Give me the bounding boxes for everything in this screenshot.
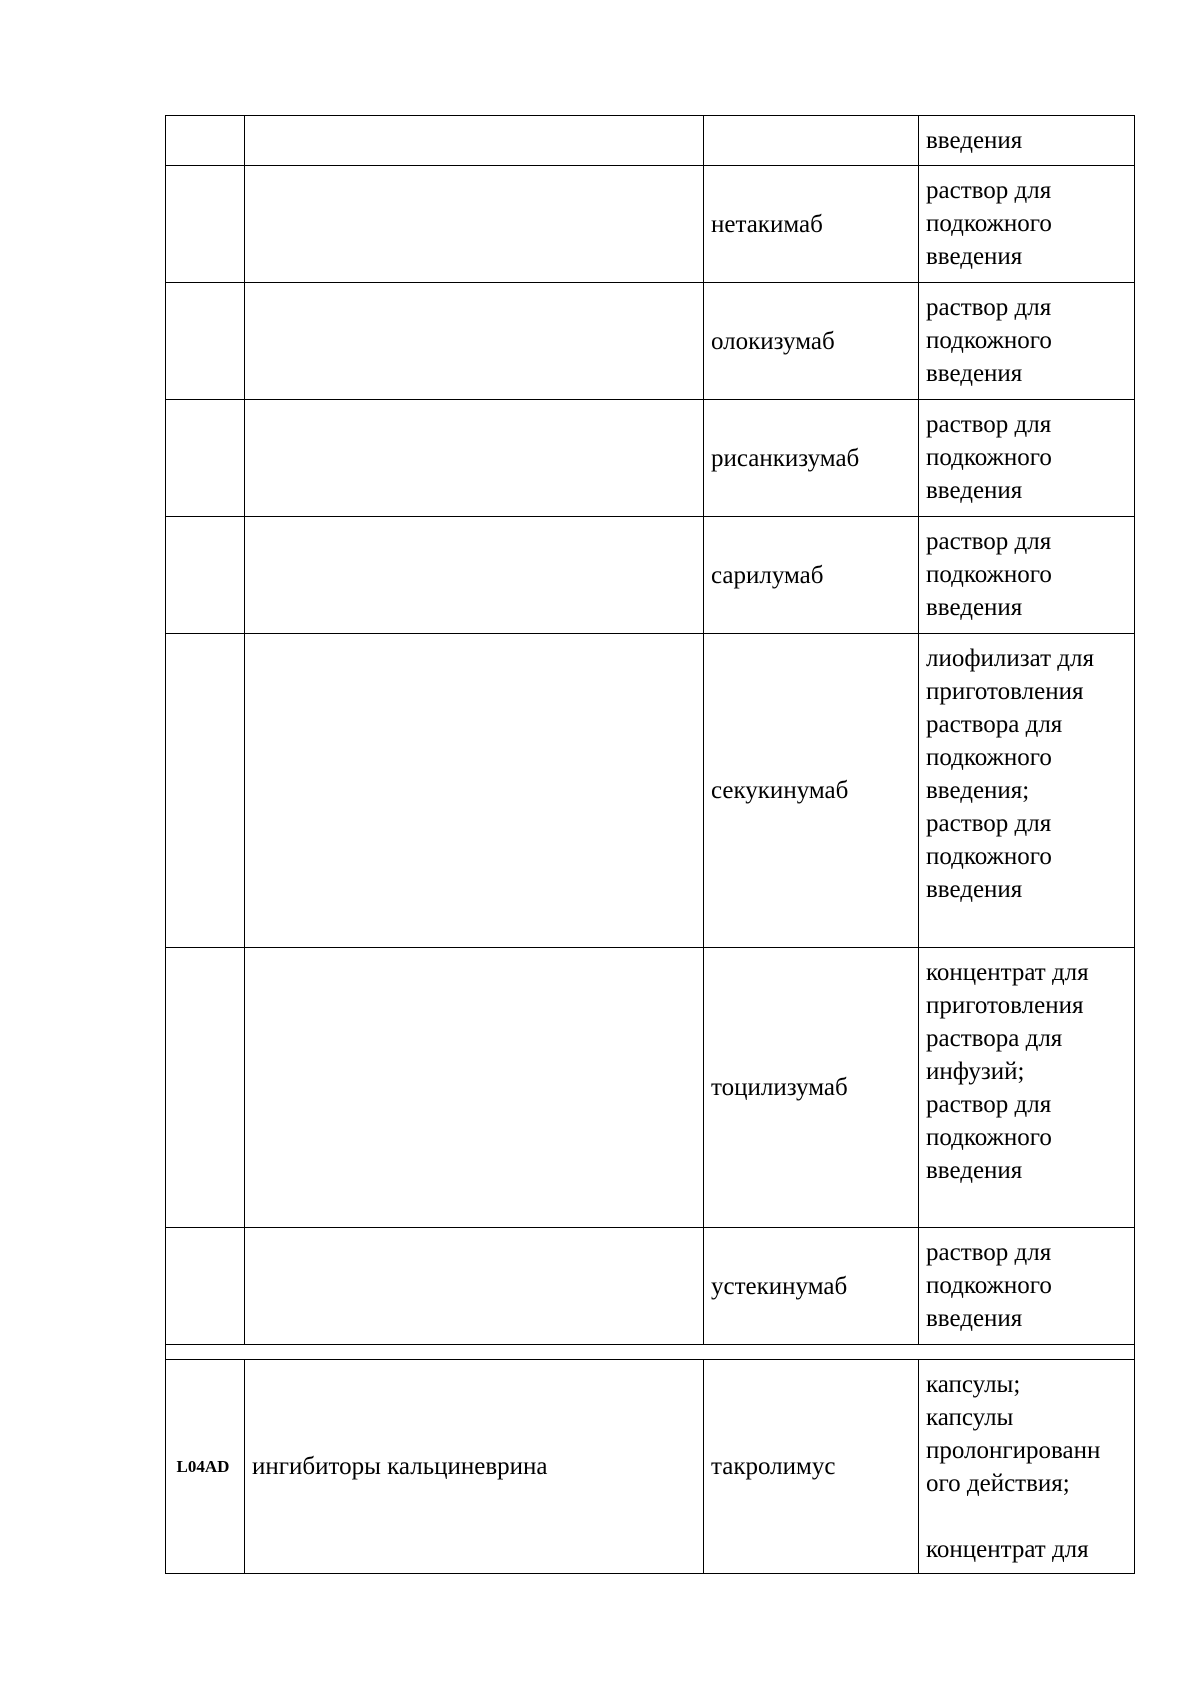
section-divider-row — [166, 1345, 1135, 1360]
table-row — [166, 517, 1135, 634]
table-row — [166, 634, 1135, 948]
drug-name-cell: такролимус — [704, 1360, 919, 1574]
drug-name-cell: рисанкизумаб — [704, 400, 919, 517]
drug-name-cell: тоцилизумаб — [704, 948, 919, 1228]
table-row — [166, 1360, 1135, 1574]
group-name-cell — [245, 517, 704, 634]
group-name-cell — [245, 166, 704, 283]
atc-code-cell — [166, 400, 245, 517]
table-row — [166, 400, 1135, 517]
group-name-cell — [245, 1228, 704, 1345]
group-name-cell — [245, 400, 704, 517]
section-divider — [166, 1345, 1135, 1360]
drug-name-cell: олокизумаб — [704, 283, 919, 400]
table-row — [166, 948, 1135, 1228]
dosage-form-cell: раствор для подкожного введения — [919, 166, 1135, 283]
dosage-form-cell: раствор для подкожного введения — [919, 283, 1135, 400]
atc-code-cell — [166, 283, 245, 400]
table-row — [166, 116, 1135, 166]
group-name-cell — [245, 283, 704, 400]
atc-code-cell — [166, 1228, 245, 1345]
table-row — [166, 166, 1135, 283]
dosage-form-cell: раствор для подкожного введения — [919, 1228, 1135, 1345]
dosage-form-cell: раствор для подкожного введения — [919, 517, 1135, 634]
drug-name-cell: сарилумаб — [704, 517, 919, 634]
table-row — [166, 283, 1135, 400]
table-body — [166, 116, 1135, 1574]
drug-name-cell: секукинумаб — [704, 634, 919, 948]
medication-table — [165, 115, 1135, 1574]
atc-code-cell — [166, 116, 245, 166]
drug-name-cell: устекинумаб — [704, 1228, 919, 1345]
group-name-cell — [245, 948, 704, 1228]
atc-code-cell — [166, 166, 245, 283]
drug-name-cell — [704, 116, 919, 166]
table-row — [166, 1228, 1135, 1345]
dosage-form-cell: лиофилизат для приготовления раствора для подкожного введения; раствор для подкожного введения — [919, 634, 1135, 948]
dosage-form-cell: раствор для подкожного введения — [919, 400, 1135, 517]
dosage-form-cell: концентрат для приготовления раствора для инфузий; раствор для подкожного введения — [919, 948, 1135, 1228]
dosage-form-cell: введения — [919, 116, 1135, 166]
group-name-cell: ингибиторы кальциневрина — [245, 1360, 704, 1574]
atc-code-cell — [166, 948, 245, 1228]
atc-code-cell — [166, 517, 245, 634]
atc-code-cell: L04AD — [166, 1360, 245, 1574]
group-name-cell — [245, 634, 704, 948]
drug-name-cell: нетакимаб — [704, 166, 919, 283]
group-name-cell — [245, 116, 704, 166]
atc-code-cell — [166, 634, 245, 948]
dosage-form-cell: капсулы; капсулы пролонгированн ого действия; концентрат для — [919, 1360, 1135, 1574]
